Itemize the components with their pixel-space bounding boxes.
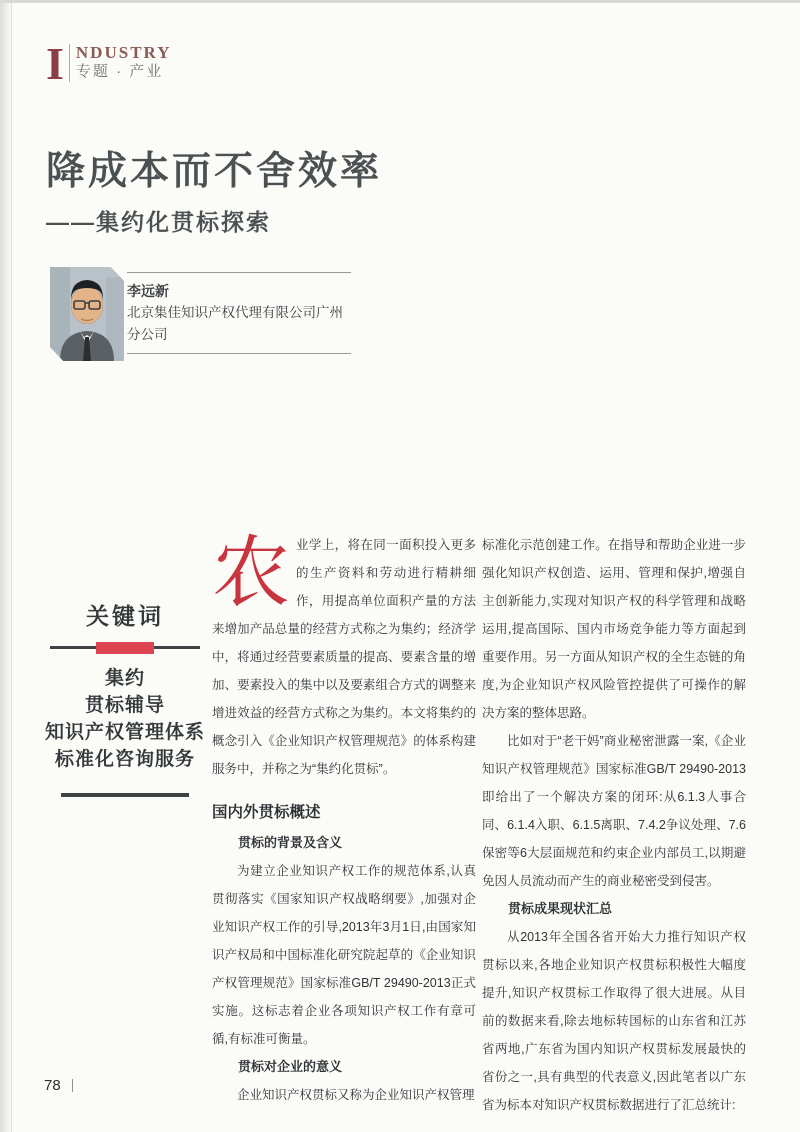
page-footer bbox=[44, 1077, 73, 1094]
paragraph-intro-text: 业学上，将在同一面积投入更多的生产资料和劳动进行精耕细作，用提高单位面积产量的方法来增加产品总量的经营方式称之为集约；经济学中，将通过经营要素质量的提高、要素含量的增加、要素投入的集中以及要素组合方式的调整来增进效益的经营方式称之为集约。本文将集约的概念引入《企业知识产权管理规范》的体系构建服务中，并称之为“集约化贯标”。 bbox=[212, 538, 476, 776]
article-column-2 bbox=[482, 531, 746, 1119]
paragraph-continuation: 标准化示范创建工作。在指导和帮助企业进一步强化知识产权创造、运用、管理和保护,增强自主创新能力,实现对知识产权的科学管理和战略运用,提高国际、国内市场竞争能力等方面起到重要作用。另一方面从知识产权的全生态链的角度,为企业知识产权风险管控提供了可操作的解决方案的整体思路。 bbox=[482, 538, 746, 720]
folio-divider bbox=[72, 1079, 73, 1092]
author-info bbox=[127, 272, 351, 354]
subheading-significance: 贯标对企业的意义 bbox=[238, 1059, 343, 1074]
author-affiliation: 北京集佳知识产权代理有限公司广州分公司 bbox=[127, 305, 343, 342]
paragraph-intro bbox=[212, 531, 476, 783]
paragraph-background: 为建立企业知识产权工作的规范体系,认真贯彻落实《国家知识产权战略纲要》,加强对企业知识产权工作的引导,2013年3月1日,由国家知识产权局和中国标准化研究院起草的《企业知识产权管理规范》国家标准GB/T 29490-2013正式实施。这标志着企业各项知识产权工作有章可循,有标准可衡量。 bbox=[212, 864, 476, 1046]
keyword-item: 贯标辅导 bbox=[84, 695, 165, 716]
article-column-1 bbox=[212, 531, 476, 1109]
article-title-block bbox=[46, 150, 382, 237]
section-heading-overview: 国内外贯标概述 bbox=[212, 804, 321, 821]
dropcap-character: 农 bbox=[212, 529, 291, 616]
subheading-background: 贯标的背景及含义 bbox=[238, 835, 343, 850]
paragraph-significance: 企业知识产权贯标又称为企业知识产权管理 bbox=[237, 1088, 475, 1102]
keywords-divider-accent bbox=[96, 642, 154, 654]
keywords-title: 关键词 bbox=[86, 603, 164, 629]
masthead bbox=[46, 38, 172, 89]
keywords-divider bbox=[50, 641, 200, 655]
masthead-magazine-name: NDUSTRY bbox=[75, 43, 172, 62]
keywords-bottom-rule bbox=[61, 793, 189, 797]
keywords-list bbox=[38, 665, 212, 773]
author-name: 李远新 bbox=[127, 283, 169, 299]
article-subtitle: ——集约化贯标探索 bbox=[46, 209, 271, 235]
paragraph-results: 从2013年全国各省开始大力推行知识产权贯标以来,各地企业知识产权贯标积极性大幅度提升,知识产权贯标工作取得了很大进展。从目前的数据来看,除去地标转国标的山东省和江苏省两地,广东省为国内知识产权贯标发展最快的省份之一,具有典型的代表意义,因此笔者以广东省为标本对知识产权贯标数据进行了汇总统计: bbox=[482, 930, 746, 1112]
article-title: 降成本而不舍效率 bbox=[46, 150, 383, 193]
keyword-item: 标准化咨询服务 bbox=[54, 749, 195, 770]
scan-edge-line bbox=[11, 0, 12, 1132]
paragraph-case-example: 比如对于“老干妈”商业秘密泄露一案,《企业知识产权管理规范》国家标准GB/T 29490-2013即给出了一个解决方案的闭环:从6.1.3人事合同、6.1.4入职、6.1.5离职、7.4.2争议处理、7.6保密等6大层面规范和约束企业内部员工,以期避免因人员流动而产生的商业秘密受到侵害。 bbox=[482, 734, 746, 888]
keyword-item: 知识产权管理体系 bbox=[44, 722, 205, 743]
keyword-item: 集约 bbox=[104, 668, 145, 689]
masthead-initial: I bbox=[46, 38, 64, 89]
masthead-section-label: 专题 · 产业 bbox=[75, 63, 164, 80]
author-photo bbox=[50, 267, 124, 361]
keywords-panel bbox=[38, 598, 212, 797]
subheading-results-summary: 贯标成果现状汇总 bbox=[508, 901, 613, 916]
author-portrait-graphic bbox=[50, 267, 124, 361]
page-number: 78 bbox=[44, 1077, 61, 1094]
scan-edge-top bbox=[0, 0, 800, 3]
